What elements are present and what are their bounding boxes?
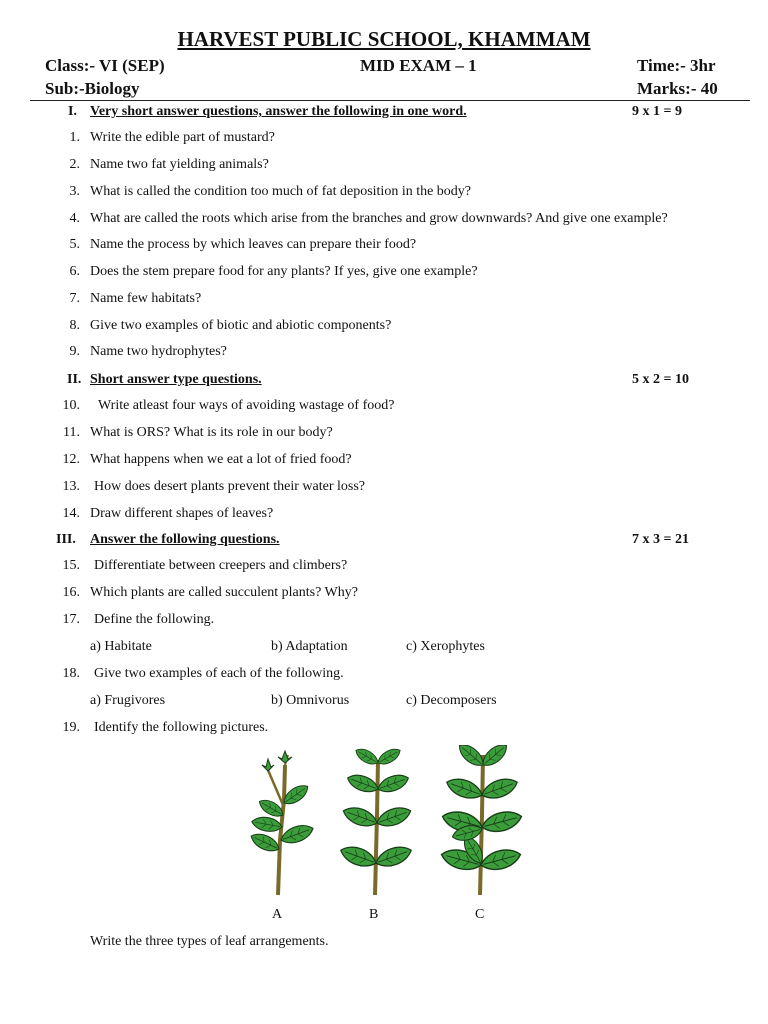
section-title: Very short answer questions, answer the following in one word. bbox=[90, 104, 467, 119]
header-divider bbox=[30, 100, 750, 101]
school-title: HARVEST PUBLIC SCHOOL, KHAMMAM bbox=[177, 27, 591, 51]
marks-label: Marks:- 40 bbox=[637, 79, 718, 98]
section-roman: I. bbox=[68, 104, 77, 119]
subject-label: Sub:-Biology bbox=[45, 79, 140, 98]
time-label: Time:- 3hr bbox=[637, 56, 716, 75]
plant-b-opposite bbox=[338, 745, 414, 895]
leaf-arrangement-figures bbox=[230, 745, 540, 900]
section-roman: III. bbox=[56, 532, 76, 547]
section-marks: 5 x 2 = 10 bbox=[632, 372, 689, 387]
option-item: a) Habitate bbox=[90, 639, 152, 654]
section-marks: 9 x 1 = 9 bbox=[632, 104, 682, 119]
section-marks: 7 x 3 = 21 bbox=[632, 532, 689, 547]
plant-a-alternate bbox=[248, 751, 315, 895]
class-label: Class:- VI (SEP) bbox=[45, 56, 165, 75]
exam-label: MID EXAM – 1 bbox=[360, 56, 477, 75]
footer-question: Write the three types of leaf arrangements. bbox=[90, 934, 329, 949]
option-item: b) Adaptation bbox=[271, 639, 348, 654]
picture-label-c: C bbox=[475, 907, 485, 922]
option-item: a) Frugivores bbox=[90, 693, 166, 708]
section-roman: II. bbox=[67, 372, 82, 387]
section-title: Short answer type questions. bbox=[90, 372, 262, 387]
option-item: b) Omnivorus bbox=[271, 693, 350, 708]
section-title: Answer the following questions. bbox=[90, 532, 280, 547]
picture-label-a: A bbox=[272, 907, 283, 922]
option-item: c) Decomposers bbox=[406, 693, 497, 708]
plant-c-whorled bbox=[439, 745, 523, 895]
picture-label-b: B bbox=[369, 907, 379, 922]
option-item: c) Xerophytes bbox=[406, 639, 485, 654]
